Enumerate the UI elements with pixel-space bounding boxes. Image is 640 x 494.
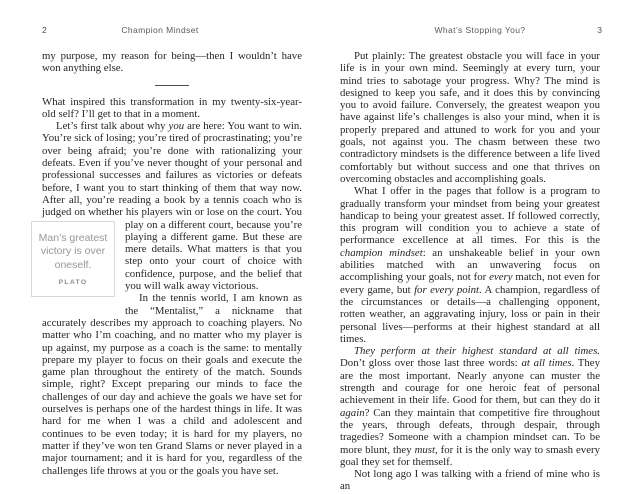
pull-quote-box: [31, 221, 115, 298]
page-number-left: 2: [42, 25, 47, 35]
text-column-left: [38, 50, 302, 477]
emphasis-text: champion mindset: [340, 246, 423, 259]
text-column-right: [340, 50, 600, 493]
body-paragraph: In the tennis world, I am known as the “Mentalist,” a nickname that accurately describes my approach to coaching players. No matter who I’m coaching, and no matter who my player is up against, my purpose as a coach is the same: to mentally prepare my player to focus on their goals and execute the game plan throughout the entirety of the match. Sounds simple, right? Except preparing our minds to face the challenges of our day and achieve the goals we have set for ourselves is perhaps one of the hardest things in life. It was hard for me when I was a child and adolescent and continues to be even today; it is hard for my players, no matter if they’ve won ten Grand Slams or never played in a major tournament; and it is hard for you, regardless of the challenges life throws at you or the goals you have set.: [42, 292, 302, 477]
page-number-right: 3: [597, 25, 602, 35]
running-head-left: Champion Mindset: [121, 25, 199, 35]
emphasis-text: again: [340, 406, 365, 419]
page-right-header: [320, 25, 640, 37]
emphasis-text: every: [489, 271, 513, 284]
page-left-header: [0, 25, 320, 37]
body-paragraph: Let’s first talk about why you are here: You want to win. You’re sick of losing; you’re tired of procrastinating; you’re over being afraid; you’re done with rationalizing your defeats. Even if you’ve never thought of your personal and professional successes and failures as victories or defeats before, I want you to start thinking of them that way now. After all, you’re reading a book by a tennis coach who is judged on whether his players win or lose on the court. You play on a different court, because Man’s greatest victory is over oneself. PLATO you’re playing a different game. But these are mere details. What matters is that you step onto your court of choice with confidence, purpose, and the belief that you will walk away victorious.: [42, 120, 302, 292]
body-paragraph: Not long ago I was talking with a friend of mine who is an: [340, 468, 600, 493]
emphasis-text: at all times: [521, 357, 572, 370]
running-head-right: What’s Stopping You?: [434, 25, 526, 35]
body-paragraph: my purpose, my reason for being—then I wouldn’t have won anything else.: [42, 50, 302, 75]
section-divider: [155, 85, 189, 86]
emphasis-text: for every point: [414, 283, 480, 296]
body-paragraph: They perform at their highest standard at all times. Don’t gloss over those last three words: at all times. They are the most important. Nearly anyone can muster the strength and courage for one heroic feat of personal achievement in their life. Good for them, but can they do it again? Can they maintain that competitive fire throughout the years, through defeats, through despair, through tragedies? Someone with a champion mindset can. To be more blunt, they must, for it is the only way to smash every goal they set for themself.: [340, 345, 600, 468]
emphasis-text: They perform at their highest standard at all times.: [354, 345, 600, 358]
pull-quote-attribution: PLATO: [58, 279, 88, 287]
emphasis-text: must: [414, 443, 435, 456]
emphasis-text: you: [168, 120, 185, 133]
body-paragraph: What inspired this transformation in my twenty-six-year-old self? I’ll get to that in a moment.: [42, 95, 302, 120]
pull-quote-text: Man’s greatest victory is over oneself.: [38, 231, 108, 271]
page-right: [320, 0, 640, 494]
body-paragraph: Put plainly: The greatest obstacle you will face in your life is in your own mind. Seemingly at every turn, your mind tries to sabotage your progress. Why? The mind is designed to keep you safe, and it does this by convincing you to avoid failure. Conversely, the greatest weapon you have against life’s challenges is also your mind, when it is properly prepared and attuned to work for you and your goals, not against you. The chasm between these two contradictory mindsets is the difference between a life lived comfortably but without success and one that thrives on overcoming obstacles and accomplishing goals.: [340, 50, 600, 185]
body-paragraph: What I offer in the pages that follow is a program to gradually transform your mindset from being your greatest handicap to being your greatest asset. If followed correctly, this program will condition you to achieve a state of performance excellence at all times. For this is the champion mindset: an unshakeable belief in your own abilities matched with an unwavering focus on accomplishing your goals, not for every match, not even for every game, but for every point. A champion, regardless of the circumstances or details—a challenging opponent, rotten weather, an aggravating injury, loss or pain in their personal lives—performs at their highest standard at all times.: [340, 185, 600, 345]
